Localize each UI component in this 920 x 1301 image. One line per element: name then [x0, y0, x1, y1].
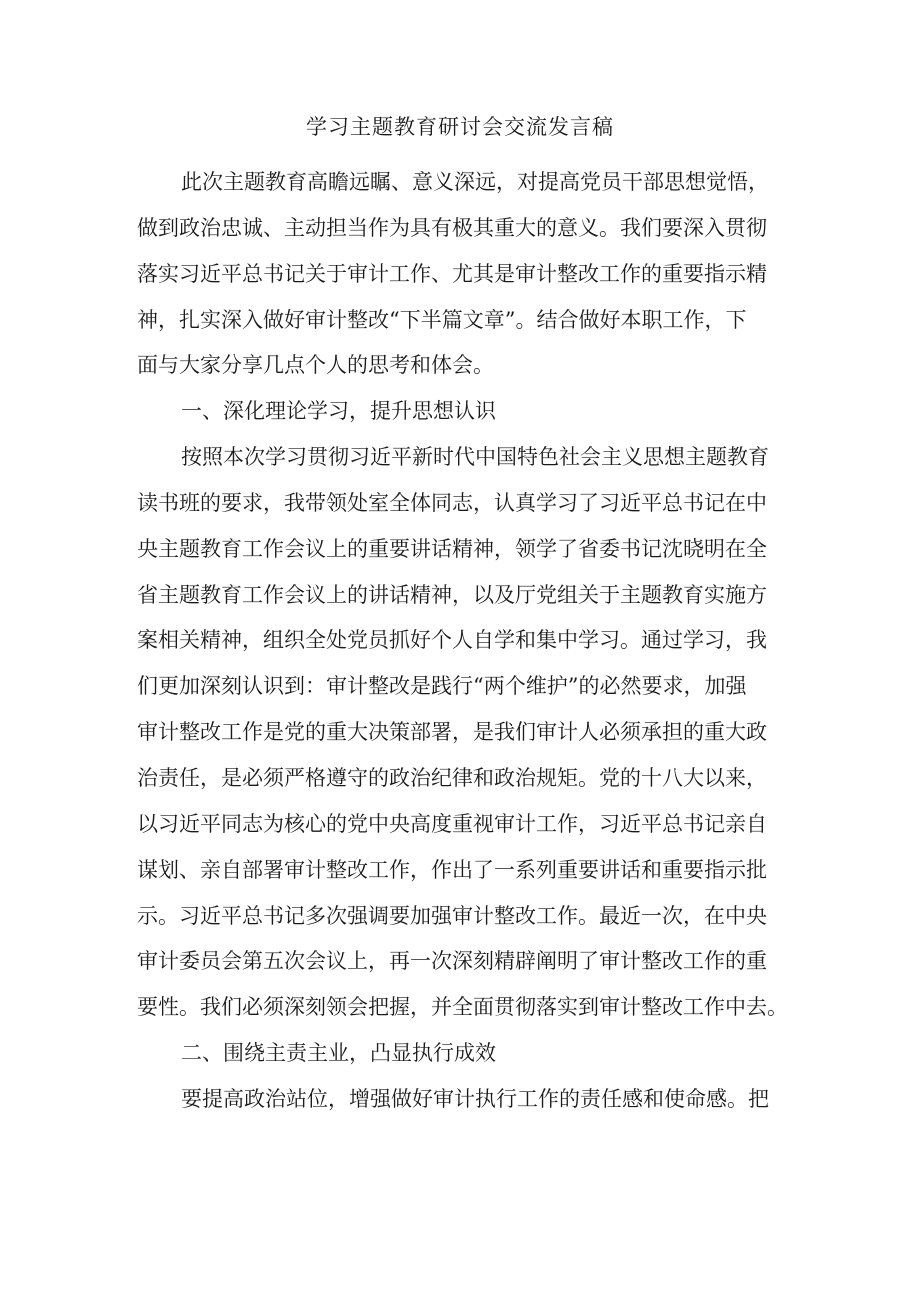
text-line: 示。习近平总书记多次强调要加强审计整改工作。最近一次，在中央: [137, 903, 767, 928]
document-body: [137, 160, 797, 1123]
text-line: 一、深化理论学习，提升思想认识: [181, 399, 496, 424]
text-line: 们更加深刻认识到：审计整改是践行“两个维护”的必然要求，加强: [137, 674, 747, 699]
text-line: 以习近平同志为核心的党中央高度重视审计工作，习近平总书记亲自: [137, 811, 767, 836]
text-line: 按照本次学习贯彻习近平新时代中国特色社会主义思想主题教育: [181, 445, 769, 470]
text-line: 落实习近平总书记关于审计工作、尤其是审计整改工作的重要指示精: [137, 261, 767, 286]
text-line: 央主题教育工作会议上的重要讲话精神，领学了省委书记沈晓明在全: [137, 536, 767, 561]
text-line: 面与大家分享几点个人的思考和体会。: [137, 353, 494, 378]
text-line: 做到政治忠诚、主动担当作为具有极其重大的意义。我们要深入贯彻: [137, 215, 767, 240]
document-title: 学习主题教育研讨会交流发言稿: [306, 115, 614, 139]
text-line: 省主题教育工作会议上的讲话精神，以及厅党组关于主题教育实施方: [137, 582, 767, 607]
text-line: 二、围绕主责主业，凸显执行成效: [181, 1041, 496, 1066]
text-line: 案相关精神，组织全处党员抓好个人自学和集中学习。通过学习，我: [137, 628, 767, 653]
text-line: 审计整改工作是党的重大决策部署，是我们审计人必须承担的重大政: [137, 720, 767, 745]
text-line: 要提高政治站位，增强做好审计执行工作的责任感和使命感。把: [181, 1086, 769, 1111]
text-line: 审计委员会第五次会议上，再一次深刻精辟阐明了审计整改工作的重: [137, 949, 767, 974]
text-line: 治责任，是必须严格遵守的政治纪律和政治规矩。党的十八大以来，: [137, 765, 767, 790]
text-line: 此次主题教育高瞻远瞩、意义深远，对提高党员干部思想觉悟，: [181, 170, 769, 194]
text-line: 神，扎实深入做好审计整改“下半篇文章”。结合做好本职工作，下: [137, 307, 747, 332]
text-line: 读书班的要求，我带领处室全体同志，认真学习了习近平总书记在中: [137, 490, 767, 515]
text-line: 谋划、亲自部署审计整改工作，作出了一系列重要讲话和重要指示批: [137, 857, 767, 882]
text-line: 要性。我们必须深刻领会把握，并全面贯彻落实到审计整改工作中去。: [137, 995, 788, 1020]
